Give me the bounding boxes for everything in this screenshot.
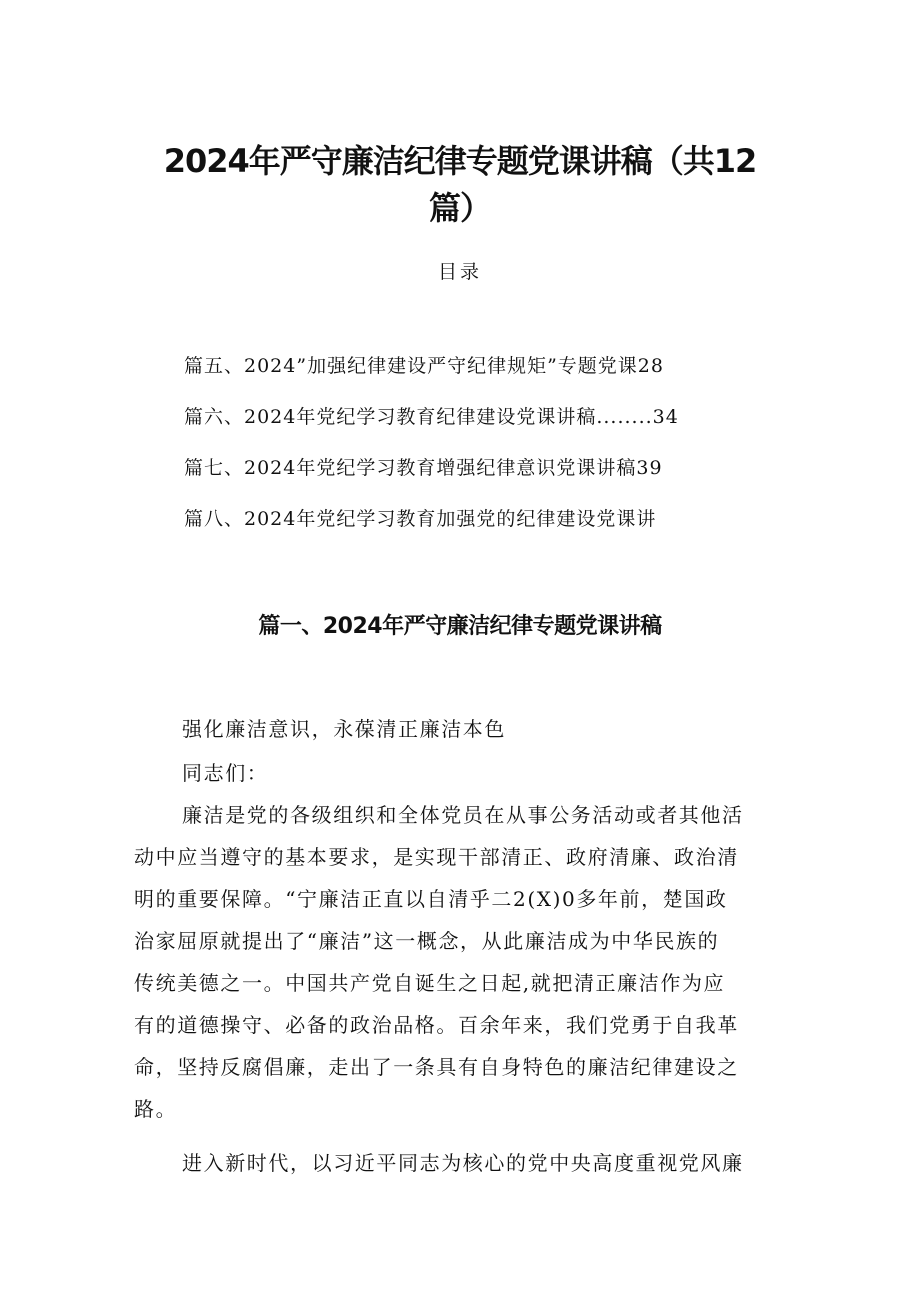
toc-heading: 目录 xyxy=(437,261,482,283)
salutation: 同志们： xyxy=(182,761,269,785)
body-line: 路。 xyxy=(134,1097,178,1121)
body-line: 传统美德之一。中国共产党自诞生之日起,就把清正廉洁作为应 xyxy=(134,971,726,995)
speech-subtitle: 强化廉洁意识，永葆清正廉洁本色 xyxy=(182,717,506,741)
body-line: 进入新时代，以习近平同志为核心的党中央高度重视党风廉 xyxy=(182,1151,744,1175)
section-heading: 篇一、2024年严守廉洁纪律专题党课讲稿 xyxy=(258,614,662,639)
toc-entry[interactable]: 篇六、2024年党纪学习教育纪律建设党课讲稿........34 xyxy=(184,406,679,428)
toc-entry[interactable]: 篇七、2024年党纪学习教育增强纪律意识党课讲稿39 xyxy=(184,457,663,479)
body-line: 有的道德操守、必备的政治品格。百余年来，我们党勇于自我革 xyxy=(134,1013,739,1037)
document-title-line-1: 2024年严守廉洁纪律专题党课讲稿（共12 xyxy=(163,142,757,180)
body-line: 动中应当遵守的基本要求，是实现干部清正、政府清廉、政治清 xyxy=(134,845,739,869)
body-line: 明的重要保障。“宁廉洁正直以自清乎二2(X)0多年前，楚国政 xyxy=(134,887,728,911)
body-line: 廉洁是党的各级组织和全体党员在从事公务活动或者其他活 xyxy=(182,803,744,827)
toc-entry[interactable]: 篇五、2024”加强纪律建设严守纪律规矩”专题党课28 xyxy=(184,355,664,377)
document-title-line-2: 篇） xyxy=(428,189,491,227)
body-line: 治家屈原就提出了“廉洁”这一概念，从此廉洁成为中华民族的 xyxy=(134,929,720,953)
document-title xyxy=(120,138,800,232)
body-line: 命，坚持反腐倡廉，走出了一条具有自身特色的廉洁纪律建设之 xyxy=(134,1055,739,1079)
toc-entry[interactable]: 篇八、2024年党纪学习教育加强党的纪律建设党课讲 xyxy=(184,508,657,530)
